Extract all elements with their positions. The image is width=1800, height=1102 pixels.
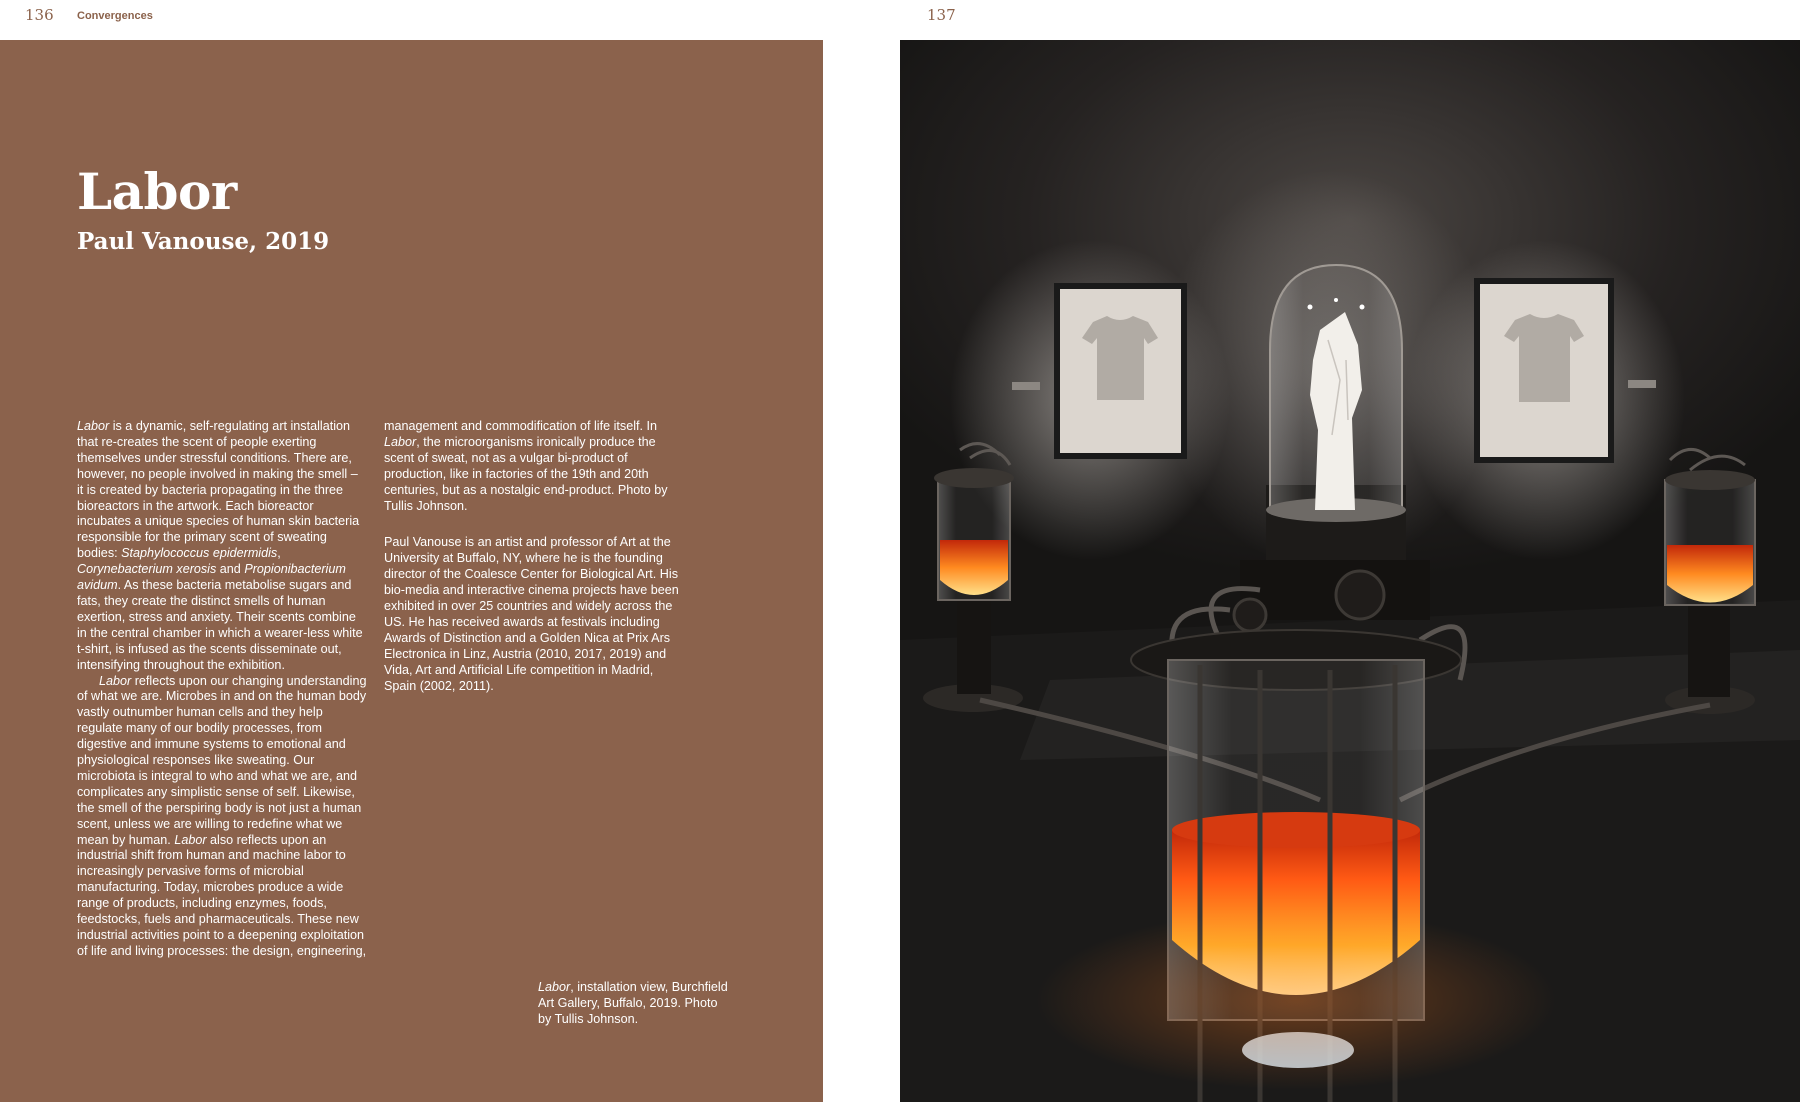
work-title: Labor xyxy=(99,673,132,688)
text-run: is a dynamic, self-regulating art installation that re-creates the scent of people exerting themselves under stressful conditions. There are, however, no people involved in making the smell – it is created by bacteria propagating in the three bioreactors in the artwork. Each bioreactor incubates a unique species of human skin bacteria responsible for the primary scent of sweating bodies: xyxy=(77,419,360,561)
text-run: , installation view, Burchfield Art Gallery, Buffalo, 2019. Photo by Tullis Johnson. xyxy=(538,980,728,1026)
paragraph-continuation xyxy=(384,419,684,514)
text-run: also reflects upon an industrial shift from human and machine labor to increasingly pervasive forms of microbial manufacturing. Today, microbes produce a wide range of products, including enzymes, foods, feedstocks, fuels and pharmaceuticals. These new industrial activities point to a deepening exploitation of life and living processes: the design, engineering, xyxy=(77,832,367,958)
work-title: Labor xyxy=(538,980,571,994)
work-title: Labor xyxy=(174,832,207,847)
floor-glow xyxy=(1036,910,1556,1090)
photo-caption xyxy=(538,980,728,1028)
text-run: reflects upon our changing understanding of what we are. Microbes in and on the human body vastly outnumber human cells and they help regulate many of our bodily processes, from digestive and immune systems to emotional and physiological responses like sweating. Our microbiota is integral to who and what we are, and complicates any simplistic sense of self. Likewise, the smell of the perspiring body is not just a human scent, unless we are willing to redefine what we mean by human. xyxy=(77,673,367,847)
wall-label-right xyxy=(1628,380,1656,388)
work-title: Labor xyxy=(77,419,110,433)
installation-photo xyxy=(900,40,1800,1102)
species-name: Propionibacterium avidum xyxy=(77,562,346,593)
running-title: Convergences xyxy=(77,10,153,22)
paragraph-artist-bio: Paul Vanouse is an artist and professor of Art at the University at Buffalo, NY, where he is the founding director of the Coalesce Center for Biological Art. His bio-media and interactive cinema projects have been exhibited in over 25 countries and widely across the US. He has received awards at festivals including Awards of Distinction and a Golden Nica at Prix Ars Electronica in Linz, Austria (2010, 2017, 2019) and Vida, Art and Artificial Life competition in Madrid, Spain (2002, 2011). xyxy=(384,535,679,693)
page-number-right: 137 xyxy=(927,6,956,24)
text-column-1 xyxy=(77,419,367,960)
installation-illustration xyxy=(900,40,1800,1102)
text-column-2 xyxy=(384,419,684,695)
text-run: , the microorganisms ironically produce the scent of sweat, not as a vulgar bi-product of production, like in factories of the 19th and 20th centuries, but as a nostalgic end-product. Photo by Tullis Johnson. xyxy=(384,434,668,513)
species-name: Corynebacterium xerosis xyxy=(77,562,217,577)
text-run: management and commodification of life itself. In xyxy=(384,419,658,433)
wall-label-left xyxy=(1012,382,1040,390)
species-name: Staphylococcus epidermidis xyxy=(121,546,278,561)
article-title: Labor xyxy=(77,162,237,221)
text-run: and xyxy=(216,562,245,577)
work-title: Labor xyxy=(384,434,417,449)
paragraph-reflection xyxy=(77,674,367,960)
text-run: . As these bacteria metabolise sugars and fats, they create the distinct smells of human exertion, stress and anxiety. Their scents combine in the central chamber in which a wearer-less white t-shirt, is infused as the scents disseminate out, intensifying throughout the exhibition. xyxy=(77,578,363,672)
article-subtitle: Paul Vanouse, 2019 xyxy=(77,228,330,255)
page-number-left: 136 xyxy=(25,6,54,24)
paragraph-intro xyxy=(77,419,367,674)
text-run: , xyxy=(277,546,281,561)
